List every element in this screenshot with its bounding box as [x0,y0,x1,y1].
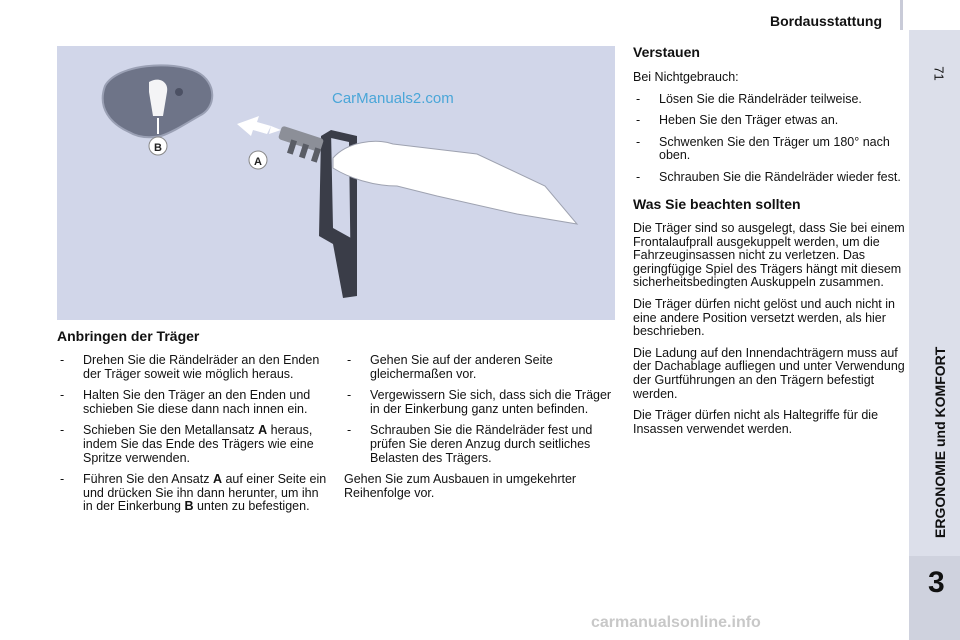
illustration-drawing [57,46,615,320]
hand-drawing [333,141,577,224]
insert-arrow [237,116,271,136]
roof-rack-illustration [57,46,615,320]
chapter-number: 3 [928,566,945,599]
section-header-title: Bordausstattung [770,13,882,29]
footer-watermark: carmanualsonline.info [591,614,761,631]
list-item: - Gehen Sie auf der anderen Seite gleichermaßen vor. [344,354,616,381]
header-divider [900,0,903,30]
list-item: - Vergewissern Sie sich, dass sich die Träger in der Einkerbung ganz unten befinden. [344,389,616,416]
hinweis-paragraph: Die Ladung auf den Innendachträgern muss auf der Dachablage aufliegen und unter Verwendung der Gurtführungen an den Trägern befestigt werden. [633,345,905,401]
verstauen-intro: Bei Nichtgebrauch: [633,70,739,84]
section-title-verstauen: Verstauen [633,44,700,60]
list-item: - Lösen Sie die Rändelräder teilweise. [633,93,903,107]
list-item: - Schieben Sie den Metallansatz A heraus, indem Sie das Ende des Trägers wie eine Spritze verwenden. [57,424,327,465]
hinweis-paragraph: Die Träger sind so ausgelegt, dass Sie bei einem Frontalaufprall ausgekuppelt werden, um die Fahrzeuginsassen nicht zu verletzen. Das geringfügige Spiel des Trägers hängt mit diesem sicherheitsbedingten Auskuppeln zusammen. [633,221,905,290]
list-item: - Drehen Sie die Rändelräder an den Enden der Träger soweit wie möglich heraus. [57,354,327,381]
label-a-text: A [254,156,262,168]
anbringen-steps-continued [344,354,616,508]
list-item: - Schrauben Sie die Rändelräder wieder fest. [633,171,903,185]
section-title-anbringen: Anbringen der Träger [57,328,200,344]
label-b-text: B [154,142,162,154]
page-number: 71 [931,66,947,81]
hinweis-paragraph: Die Träger dürfen nicht als Haltegriffe für die Insassen verwendet werden. [633,408,879,436]
section-title-hinweise: Was Sie beachten sollten [633,196,801,212]
image-watermark: CarManuals2.com [332,90,454,107]
verstauen-block [633,71,903,193]
hinweis-paragraph: Die Träger dürfen nicht gelöst und auch nicht in eine andere Position versetzt werden, als hier beschrieben. [633,296,895,339]
list-item: - Schwenken Sie den Träger um 180° nach oben. [633,136,903,163]
list-item: - Heben Sie den Träger etwas an. [633,114,903,128]
removal-note: Gehen Sie zum Ausbauen in umgekehrter Reihenfolge vor. [344,472,577,500]
chapter-side-tab [909,30,960,640]
list-item: - Führen Sie den Ansatz A auf einer Seite ein und drücken Sie ihn dann herunter, um ihn in der Einkerbung B unten zu befestigen. [57,473,327,514]
anbringen-steps [57,354,327,522]
hinweise-block [633,222,905,444]
list-item: - Schrauben Sie die Rändelräder fest und prüfen Sie deren Anzug durch seitliches Belasten des Trägers. [344,424,616,465]
chapter-side-label: ERGONOMIE und KOMFORT [932,346,948,538]
list-item: - Halten Sie den Träger an den Enden und schieben Sie diese dann nach innen ein. [57,389,327,416]
